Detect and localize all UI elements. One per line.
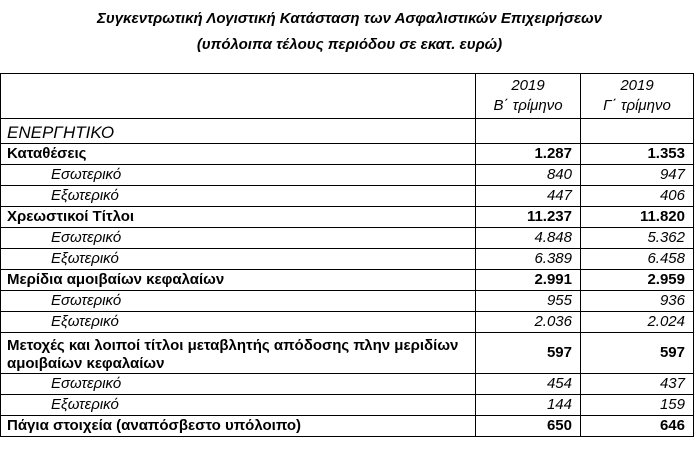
row-label: Εσωτερικό [1, 374, 476, 395]
row-label: Μετοχές και λοιποί τίτλοι μεταβλητής απόδοσης πλην μεριδίων αμοιβαίων κεφαλαίων [1, 333, 476, 374]
row-label: Μερίδια αμοιβαίων κεφαλαίων [1, 270, 476, 291]
row-label: Εξωτερικό [1, 249, 476, 270]
table-row [1, 312, 694, 333]
value-q2: 4.848 [476, 228, 581, 249]
table-row [1, 186, 694, 207]
row-label: Εσωτερικό [1, 228, 476, 249]
value-q2: 6.389 [476, 249, 581, 270]
value-q2: 454 [476, 374, 581, 395]
table-row [1, 374, 694, 395]
value-q2: 1.287 [476, 144, 581, 165]
section-row [1, 119, 694, 144]
value-q3: 646 [581, 416, 694, 437]
value-q3: 6.458 [581, 249, 694, 270]
row-label: Καταθέσεις [1, 144, 476, 165]
table-row [1, 228, 694, 249]
value-q3: 2.959 [581, 270, 694, 291]
value-q2: 11.237 [476, 207, 581, 228]
column-header-year: 2019 [620, 77, 654, 94]
row-label: Εξωτερικό [1, 186, 476, 207]
row-label: Εξωτερικό [1, 312, 476, 333]
table-row [1, 291, 694, 312]
document-title: Συγκεντρωτική Λογιστική Κατάσταση των Ασφαλιστικών Επιχειρήσεων [96, 10, 603, 27]
value-q2: 144 [476, 395, 581, 416]
table-row [1, 165, 694, 186]
value-q2: 840 [476, 165, 581, 186]
column-header-q3 [581, 74, 694, 119]
value-q3: 2.024 [581, 312, 694, 333]
value-q3: 437 [581, 374, 694, 395]
column-header-year: 2019 [511, 77, 545, 94]
column-header-quarter: Β΄ τρίμηνο [493, 97, 563, 114]
column-header-q2 [476, 74, 581, 119]
row-label: Εσωτερικό [1, 165, 476, 186]
value-q3: 406 [581, 186, 694, 207]
table-row [1, 270, 694, 291]
column-header-quarter: Γ΄ τρίμηνο [603, 97, 671, 114]
table-row [1, 416, 694, 437]
value-q2: 955 [476, 291, 581, 312]
table-row [1, 333, 694, 374]
balance-sheet-table [0, 73, 694, 437]
row-label: Εσωτερικό [1, 291, 476, 312]
document-subtitle: (υπόλοιπα τέλους περιόδου σε εκατ. ευρώ) [196, 36, 503, 53]
row-label: Εξωτερικό [1, 395, 476, 416]
value-q3: 936 [581, 291, 694, 312]
value-q3: 159 [581, 395, 694, 416]
table-header-row [1, 74, 694, 119]
value-q3: 5.362 [581, 228, 694, 249]
value-q3: 1.353 [581, 144, 694, 165]
value-q2: 2.991 [476, 270, 581, 291]
row-label: Χρεωστικοί Τίτλοι [1, 207, 476, 228]
table-row [1, 395, 694, 416]
value-q2: 2.036 [476, 312, 581, 333]
table-row [1, 144, 694, 165]
value-q2: 650 [476, 416, 581, 437]
table-row [1, 249, 694, 270]
value-q3: 597 [581, 333, 694, 374]
header-blank-cell [1, 74, 476, 119]
section-title: ΕΝΕΡΓΗΤΙΚΟ [1, 119, 476, 144]
table-row [1, 207, 694, 228]
row-label: Πάγια στοιχεία (αναπόσβεστο υπόλοιπο) [1, 416, 476, 437]
value-q2: 597 [476, 333, 581, 374]
value-q3: 947 [581, 165, 694, 186]
value-q3: 11.820 [581, 207, 694, 228]
value-q2: 447 [476, 186, 581, 207]
